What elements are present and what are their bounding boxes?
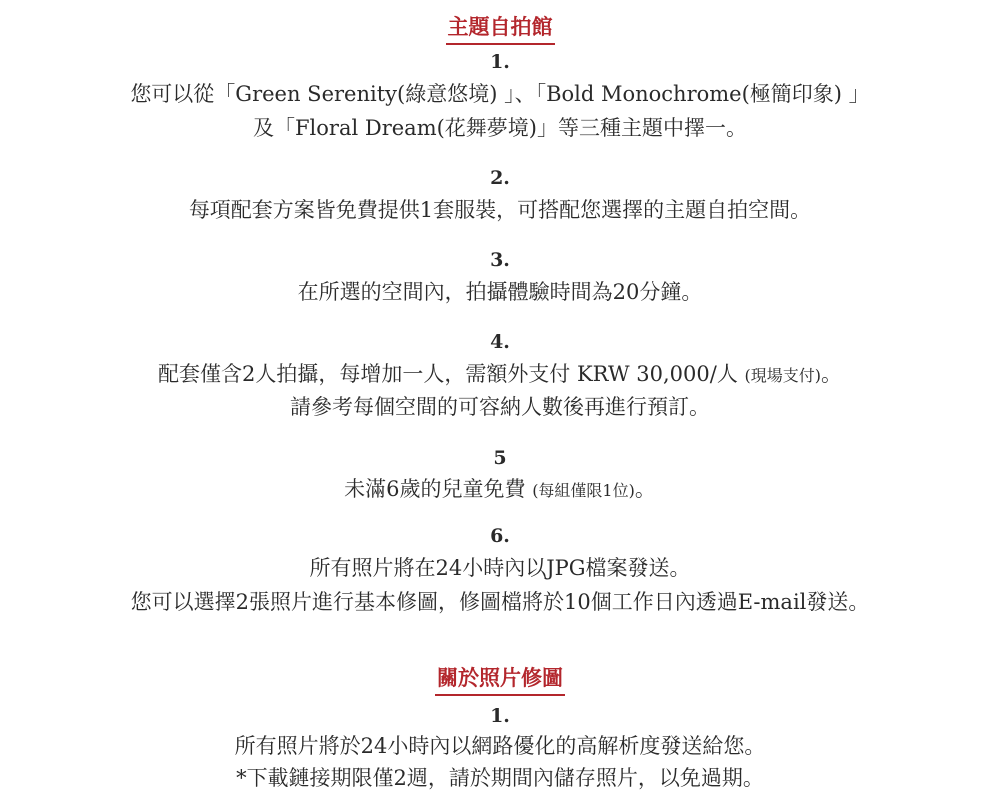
theme-section-title bbox=[0, 13, 1000, 45]
item-1-line-2: 及「Floral Dream(花舞夢境)」等三種主題中擇一。 bbox=[252, 116, 747, 140]
item-5-line-1-note: (每組僅限1位) bbox=[532, 481, 635, 500]
item-4-number: 4. bbox=[490, 331, 510, 353]
item-5-line-1-main: 未滿6歲的兒童免費 bbox=[344, 477, 526, 501]
item-1-number: 1. bbox=[490, 51, 510, 73]
item-2-line-1: 每項配套方案皆免費提供1套服裝，可搭配您選擇的主題自拍空間。 bbox=[188, 198, 812, 222]
item-4-line-1-main: 配套僅含2人拍攝，每增加一人，需額外支付 KRW 30,000/人 bbox=[157, 362, 738, 386]
theme-section-title-text: 主題自拍館 bbox=[446, 13, 555, 45]
retouch-item-1-line-2: *下載鏈接期限僅2週，請於期間內儲存照片，以免過期。 bbox=[236, 766, 764, 790]
item-3-number: 3. bbox=[490, 249, 510, 271]
retouch-section-title bbox=[0, 664, 1000, 696]
item-3-line-1: 在所選的空間內，拍攝體驗時間為20分鐘。 bbox=[297, 280, 703, 304]
item-6-line-2: 您可以選擇2張照片進行基本修圖，修圖檔將於10個工作日內透過E-mail發送。 bbox=[130, 590, 870, 614]
item-4-line-1 bbox=[0, 359, 1000, 391]
item-6-line-1: 所有照片將在24小時內以JPG檔案發送。 bbox=[309, 556, 691, 580]
item-6-number: 6. bbox=[490, 525, 510, 547]
retouch-section-title-text: 關於照片修圖 bbox=[435, 664, 565, 696]
item-1-line-1: 您可以從「Green Serenity(綠意悠境) 」、「Bold Monochrome(極簡印象) 」 bbox=[130, 82, 870, 106]
item-2-number: 2. bbox=[490, 167, 510, 189]
retouch-item-1-number: 1. bbox=[490, 705, 510, 727]
item-5-line-1-end: 。 bbox=[634, 477, 656, 501]
item-4-line-1-note: (現場支付) bbox=[744, 366, 822, 385]
retouch-item-1-line-1: 所有照片將於24小時內以網路優化的高解析度發送給您。 bbox=[234, 734, 766, 758]
item-4-line-2: 請參考每個空間的可容納人數後再進行預訂。 bbox=[290, 395, 710, 419]
item-5-number: 5 bbox=[493, 447, 507, 469]
item-5-line-1 bbox=[0, 474, 1000, 506]
item-4-line-1-end: 。 bbox=[821, 362, 843, 386]
